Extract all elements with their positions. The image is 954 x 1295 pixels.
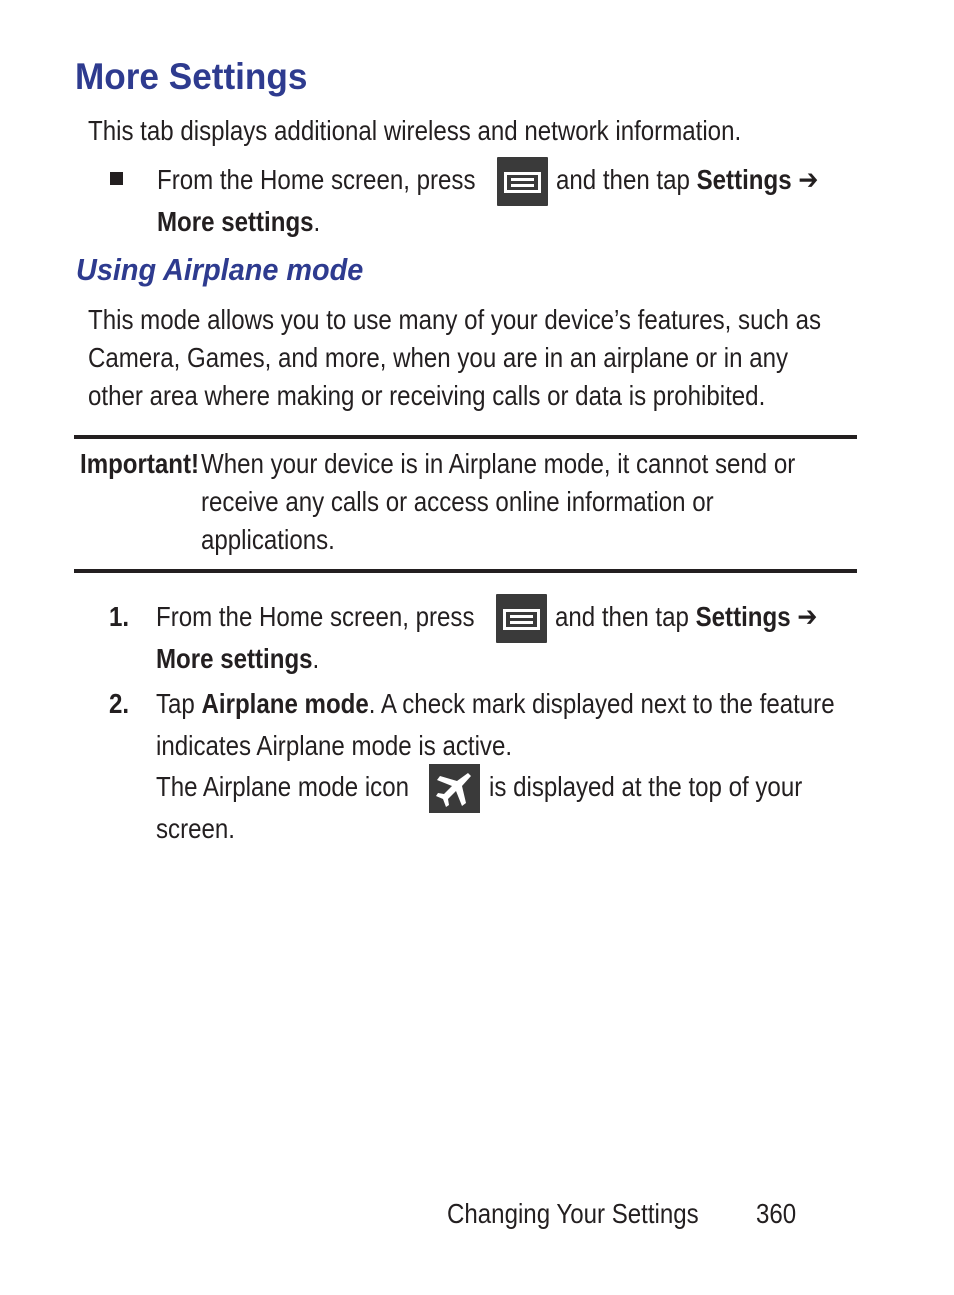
divider-top	[74, 435, 857, 439]
important-line-1: When your device is in Airplane mode, it cannot send or	[201, 448, 796, 479]
step-1-line-1: From the Home screen, press	[156, 601, 475, 632]
step-1-number: 1.	[109, 601, 130, 632]
intro-text: This tab displays additional wireless and network information.	[88, 115, 742, 146]
bullet-line-1: From the Home screen, press	[157, 164, 476, 195]
step-2-line-3a: The Airplane mode icon	[156, 771, 410, 802]
step-1-line-1b: and then tap Settings ➔	[555, 601, 818, 632]
page-number: 360	[756, 1198, 797, 1229]
divider-bottom	[74, 569, 857, 573]
step-1-line-2: More settings.	[156, 643, 320, 674]
menu-key-icon	[496, 594, 547, 643]
bullet-line-2: More settings.	[157, 206, 321, 237]
important-label: Important!	[80, 448, 200, 479]
footer-section: Changing Your Settings	[447, 1198, 699, 1229]
square-bullet-icon	[110, 172, 123, 185]
important-line-3: applications.	[201, 524, 335, 555]
bullet-line-1b: and then tap Settings ➔	[556, 164, 819, 195]
step-2-line-1: Tap Airplane mode. A check mark displayed next to the feature	[156, 688, 835, 719]
airplane-mode-icon	[429, 764, 480, 813]
step-2-line-3b: is displayed at the top of your	[489, 771, 803, 802]
para-line-3: other area where making or receiving calls or data is prohibited.	[88, 380, 766, 411]
menu-key-icon	[497, 157, 548, 206]
section-subtitle: Using Airplane mode	[76, 252, 364, 287]
step-2-line-4: screen.	[156, 813, 235, 844]
step-2-line-2: indicates Airplane mode is active.	[156, 730, 513, 761]
para-line-1: This mode allows you to use many of your device’s features, such as	[88, 304, 822, 335]
page-title: More Settings	[75, 56, 308, 97]
para-line-2: Camera, Games, and more, when you are in an airplane or in any	[88, 342, 789, 373]
step-2-number: 2.	[109, 688, 130, 719]
important-line-2: receive any calls or access online information or	[201, 486, 714, 517]
